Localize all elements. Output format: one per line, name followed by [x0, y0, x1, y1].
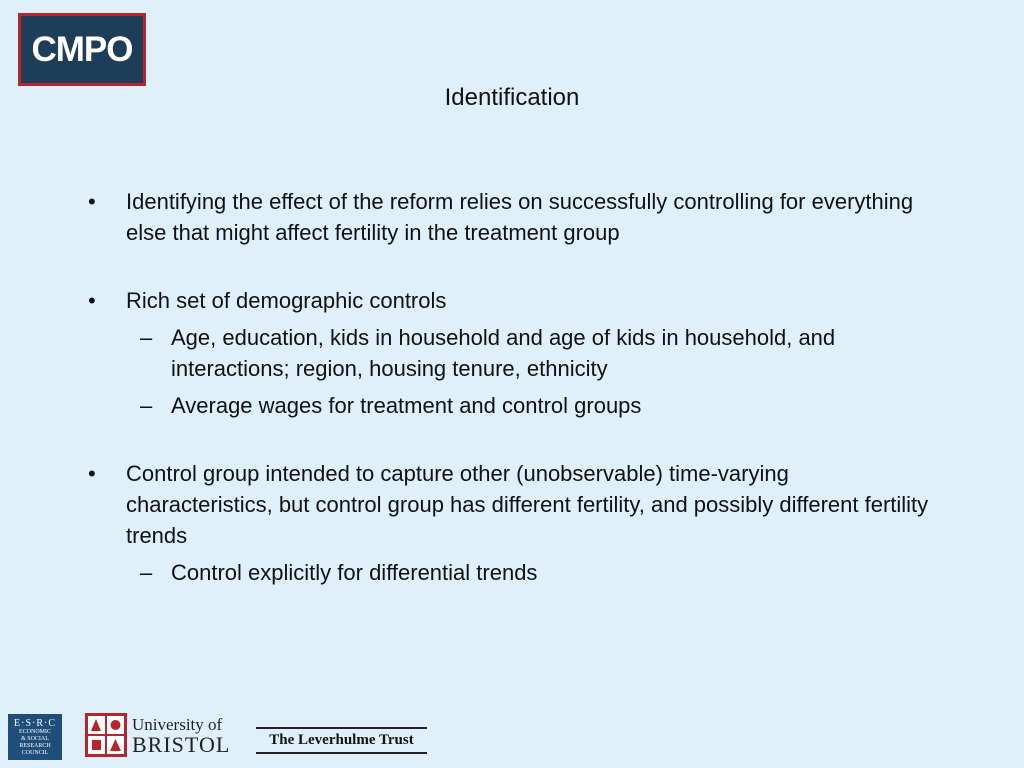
sub-bullet-item: [88, 557, 938, 588]
bristol-crest-icon: [85, 713, 127, 757]
sub-bullet-marker: –: [140, 560, 153, 585]
esrc-logo: [8, 714, 62, 760]
sub-bullet-text: Average wages for treatment and control groups: [171, 393, 642, 418]
bristol-logo-line: University of: [132, 715, 223, 734]
cmpo-logo-text: CMPO: [31, 29, 133, 69]
bullet-marker: •: [88, 189, 96, 214]
bullet-text: Identifying the effect of the reform relies on successfully controlling for everything else that might affect fertility in the treatment group: [126, 189, 914, 245]
bullet-marker: •: [88, 288, 96, 313]
esrc-logo-line: ECONOMIC: [18, 728, 51, 735]
esrc-logo-line: E·S·R·C: [14, 717, 56, 729]
esrc-logo-line: COUNCIL: [21, 749, 49, 756]
sub-bullet-text: Age, education, kids in household and age of kids in household, and interactions; region, housing tenure, ethnicity: [171, 325, 836, 381]
sub-bullet-item: [88, 390, 938, 421]
sub-bullet-marker: –: [140, 325, 153, 350]
cmpo-logo: [18, 13, 146, 86]
leverhulme-trust-logo: The Leverhulme Trust: [256, 727, 427, 754]
slide-content: [88, 186, 938, 588]
footer-logos: [0, 710, 1024, 760]
bullet-text: Rich set of demographic controls: [126, 288, 447, 313]
sub-bullet-item: [88, 322, 938, 384]
sub-bullet-text: Control explicitly for differential trends: [171, 560, 538, 585]
slide-title: Identification: [444, 84, 580, 111]
esrc-logo-line: & SOCIAL: [21, 735, 49, 742]
bullet-item: [88, 458, 938, 551]
bristol-logo-line: BRISTOL: [132, 732, 231, 757]
bullet-marker: •: [88, 461, 96, 486]
bullet-text: Control group intended to capture other (unobservable) time-varying characteristics, but control group has different fertility, and possibly different fertility trends: [126, 461, 929, 548]
sub-bullet-marker: –: [140, 393, 153, 418]
bullet-item: [88, 186, 938, 248]
esrc-logo-line: RESEARCH: [19, 742, 51, 749]
bullet-item: [88, 285, 938, 316]
bristol-logo-text: [132, 716, 230, 756]
